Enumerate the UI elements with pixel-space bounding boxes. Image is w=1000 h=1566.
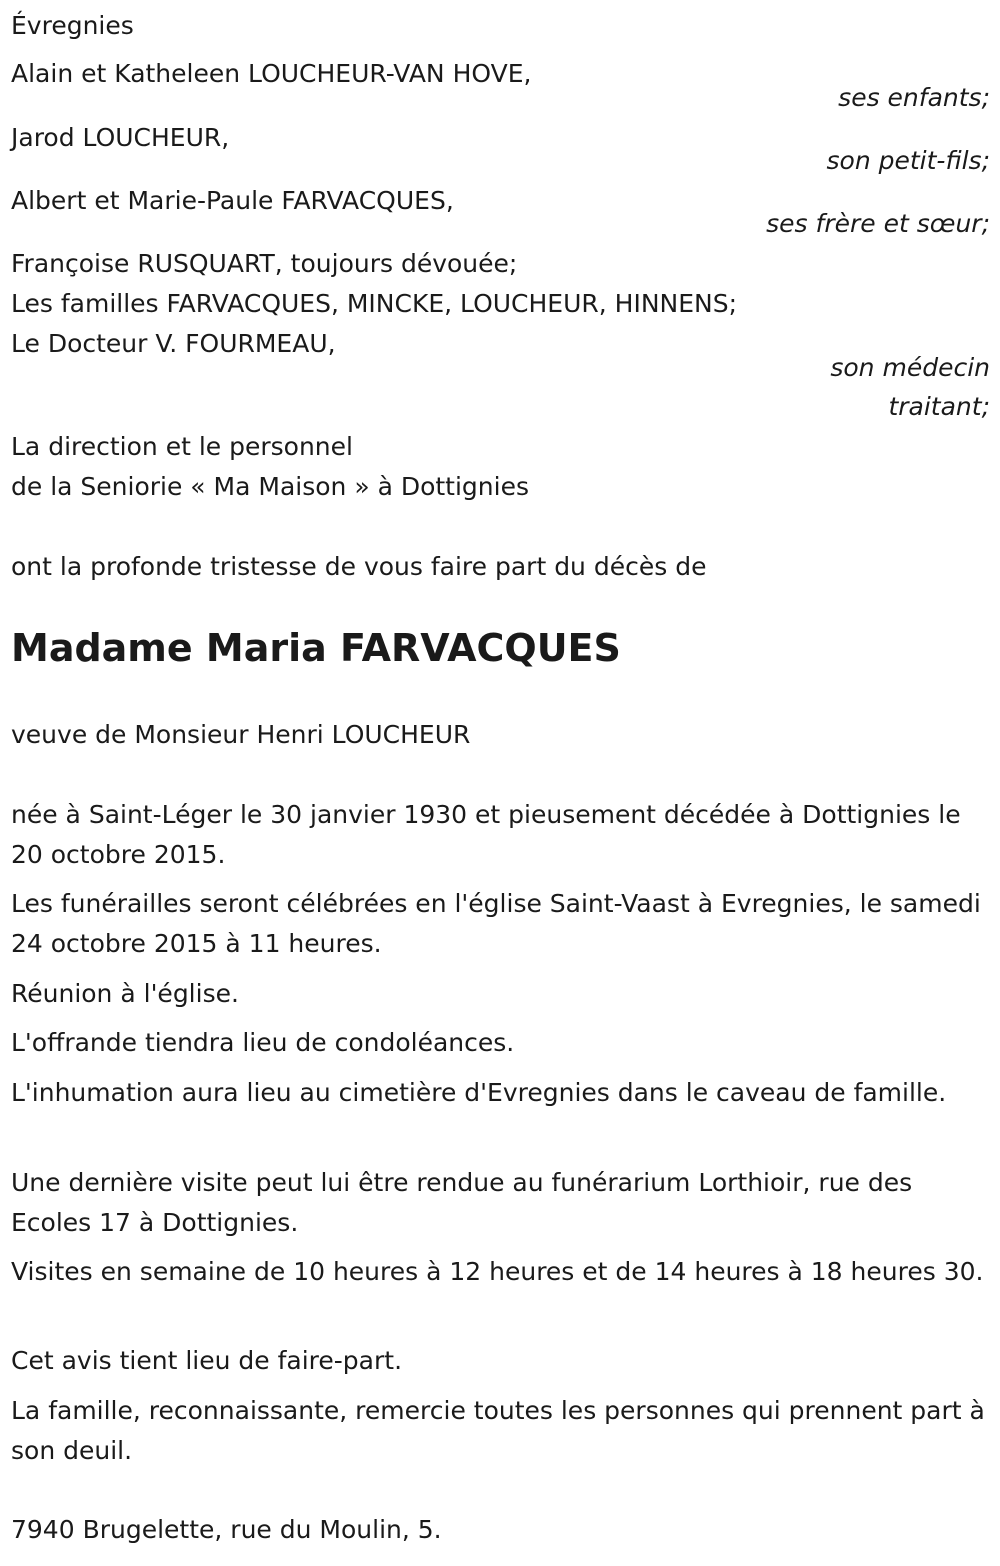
family-member-relation: son petit-fils;: [826, 146, 990, 175]
address: 7940 Brugelette, rue du Moulin, 5.: [11, 1515, 442, 1544]
family-member-relation: ses enfants;: [838, 83, 990, 112]
detail-paragraph: L'offrande tiendra lieu de condoléances.: [11, 1028, 515, 1057]
deceased-name: Madame Maria FARVACQUES: [11, 626, 621, 670]
detail-paragraph: Visites en semaine de 10 heures à 12 heures et de 14 heures à 18 heures 30.: [11, 1257, 984, 1286]
family-member-name: Jarod LOUCHEUR,: [11, 123, 230, 152]
family-member-name: Le Docteur V. FOURMEAU,: [11, 329, 336, 358]
family-member-name: Françoise RUSQUART, toujours dévouée;: [11, 249, 518, 278]
place-heading: Évregnies: [11, 11, 134, 40]
announcement: ont la profonde tristesse de vous faire part du décès de: [11, 552, 707, 581]
family-member-name: Les familles FARVACQUES, MINCKE, LOUCHEUR, HINNENS;: [11, 289, 738, 318]
family-member-relation: son médecin: [830, 353, 990, 382]
detail-paragraph: Une dernière visite peut lui être rendue au funérarium Lorthioir, rue des Ecoles 17 à Dottignies.: [11, 1168, 913, 1237]
detail-paragraph: Cet avis tient lieu de faire-part.: [11, 1346, 403, 1375]
detail-paragraph: L'inhumation aura lieu au cimetière d'Evregnies dans le caveau de famille.: [11, 1078, 947, 1107]
seniorie-line: La direction et le personnel: [11, 432, 353, 461]
seniorie-line: de la Seniorie « Ma Maison » à Dottignies: [11, 472, 529, 501]
detail-paragraph: née à Saint-Léger le 30 janvier 1930 et pieusement décédée à Dottignies le 20 octobre 2015.: [11, 800, 961, 869]
widow-of: veuve de Monsieur Henri LOUCHEUR: [11, 720, 471, 749]
detail-paragraph: Les funérailles seront célébrées en l'église Saint-Vaast à Evregnies, le samedi 24 octobre 2015 à 11 heures.: [11, 889, 981, 958]
family-member-relation: ses frère et sœur;: [766, 209, 990, 238]
detail-paragraph: La famille, reconnaissante, remercie toutes les personnes qui prennent part à son deuil.: [11, 1396, 985, 1465]
family-member-relation: traitant;: [888, 392, 990, 421]
family-member-name: Albert et Marie-Paule FARVACQUES,: [11, 186, 454, 215]
family-member-name: Alain et Katheleen LOUCHEUR-VAN HOVE,: [11, 59, 532, 88]
detail-paragraph: Réunion à l'église.: [11, 979, 239, 1008]
